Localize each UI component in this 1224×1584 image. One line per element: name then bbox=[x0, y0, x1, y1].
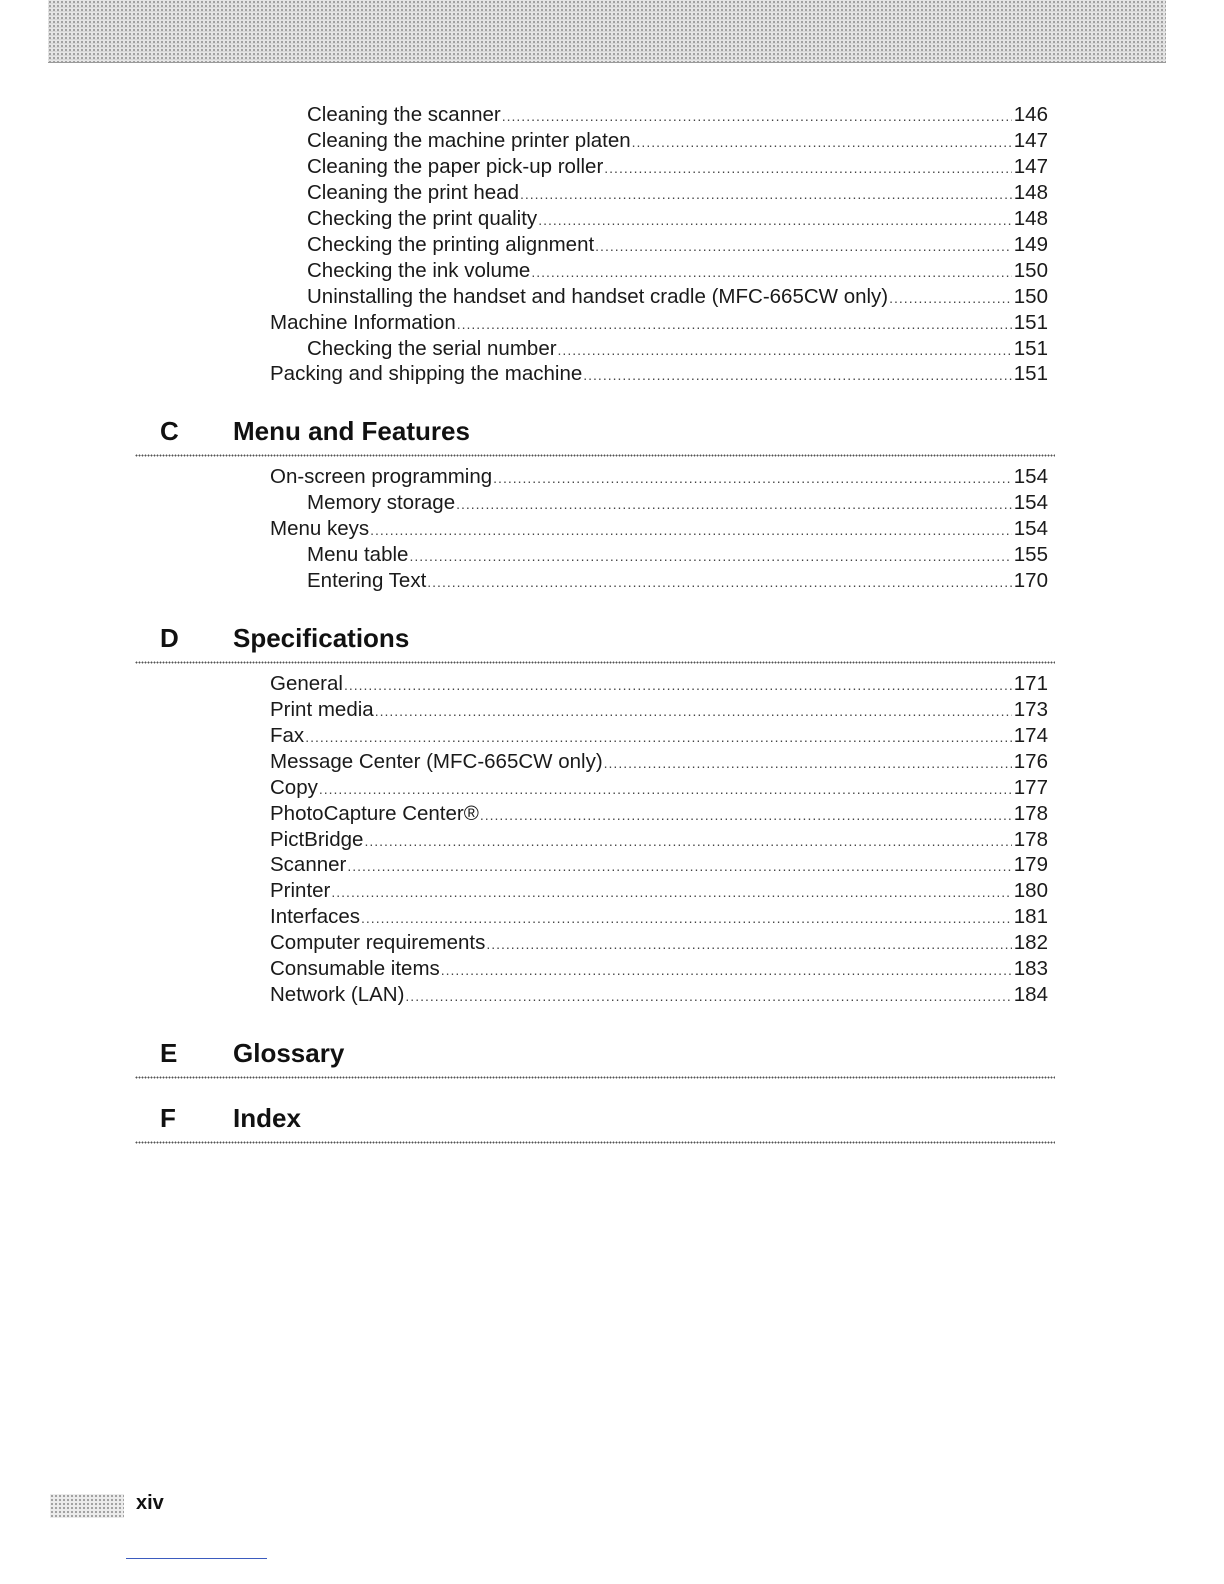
dot-leader bbox=[305, 724, 1012, 750]
toc-entry-page: 154 bbox=[1013, 465, 1048, 488]
header-decorative-band bbox=[48, 0, 1166, 63]
dot-leader bbox=[375, 698, 1012, 724]
toc-entry-general[interactable] bbox=[270, 671, 1048, 697]
toc-entry-title: Packing and shipping the machine bbox=[270, 362, 583, 385]
toc-entry-title: Entering Text bbox=[307, 569, 427, 592]
chapter-letter: F bbox=[160, 1103, 176, 1133]
toc-entry-ink-volume[interactable] bbox=[307, 258, 1048, 284]
chapter-title[interactable]: Index bbox=[233, 1103, 301, 1133]
toc-entry-title: Memory storage bbox=[307, 491, 456, 514]
toc-entry-cleaning-platen[interactable] bbox=[307, 128, 1048, 154]
toc-entry-title: Message Center (MFC-665CW only) bbox=[270, 750, 603, 773]
chapter-divider bbox=[135, 661, 1055, 664]
dot-leader bbox=[409, 543, 1011, 569]
chapter-title[interactable]: Menu and Features bbox=[233, 416, 470, 446]
toc-entry-page: 154 bbox=[1013, 517, 1048, 540]
toc-entry-scanner[interactable] bbox=[270, 852, 1048, 878]
toc-entry-page: 171 bbox=[1013, 672, 1048, 695]
toc-entry-print-media[interactable] bbox=[270, 697, 1048, 723]
toc-entry-title: Cleaning the scanner bbox=[307, 103, 501, 126]
toc-entry-title: Copy bbox=[270, 776, 318, 799]
chapter-letter: D bbox=[160, 623, 179, 653]
dot-leader bbox=[427, 569, 1012, 595]
toc-entry-menu-table[interactable] bbox=[307, 542, 1048, 568]
dot-leader bbox=[370, 517, 1012, 543]
toc-entry-title: Uninstalling the handset and handset cradle (MFC-665CW only) bbox=[307, 285, 889, 308]
toc-entry-serial-number[interactable] bbox=[307, 336, 1048, 362]
dot-leader bbox=[632, 129, 1012, 155]
toc-entry-page: 148 bbox=[1013, 181, 1048, 204]
footer-rule bbox=[126, 1558, 267, 1559]
toc-entry-print-quality[interactable] bbox=[307, 206, 1048, 232]
toc-entry-title: Scanner bbox=[270, 853, 347, 876]
dot-leader bbox=[520, 181, 1012, 207]
toc-entry-cleaning-roller[interactable] bbox=[307, 154, 1048, 180]
dot-leader bbox=[344, 672, 1012, 698]
toc-entry-title: Printer bbox=[270, 879, 331, 902]
toc-entry-computer-requirements[interactable] bbox=[270, 930, 1048, 956]
toc-entry-memory-storage[interactable] bbox=[307, 490, 1048, 516]
toc-entry-page: 174 bbox=[1013, 724, 1048, 747]
toc-entry-page: 151 bbox=[1013, 337, 1048, 360]
toc-entry-page: 150 bbox=[1013, 259, 1048, 282]
toc-entry-on-screen-programming[interactable] bbox=[270, 464, 1048, 490]
chapter-c-heading bbox=[135, 417, 1055, 445]
toc-entry-message-center[interactable] bbox=[270, 749, 1048, 775]
toc-entry-title: Menu keys bbox=[270, 517, 370, 540]
dot-leader bbox=[319, 776, 1012, 802]
dot-leader bbox=[441, 957, 1012, 983]
dot-leader bbox=[604, 155, 1012, 181]
toc-entry-title: Cleaning the machine printer platen bbox=[307, 129, 631, 152]
toc-entry-page: 176 bbox=[1013, 750, 1048, 773]
dot-leader bbox=[538, 207, 1012, 233]
chapter-title[interactable]: Glossary bbox=[233, 1038, 345, 1068]
chapter-letter: E bbox=[160, 1038, 178, 1068]
toc-entry-page: 182 bbox=[1013, 931, 1048, 954]
toc-entry-menu-keys[interactable] bbox=[270, 516, 1048, 542]
toc-entry-machine-information[interactable] bbox=[270, 310, 1048, 336]
toc-entry-title: PhotoCapture Center® bbox=[270, 802, 479, 825]
dot-leader bbox=[604, 750, 1012, 776]
chapter-divider bbox=[135, 1141, 1055, 1144]
toc-entry-page: 147 bbox=[1013, 155, 1048, 178]
dot-leader bbox=[405, 983, 1011, 1009]
toc-entry-title: General bbox=[270, 672, 343, 695]
dot-leader bbox=[364, 828, 1011, 854]
toc-entry-page: 178 bbox=[1013, 802, 1048, 825]
dot-leader bbox=[457, 311, 1012, 337]
dot-leader bbox=[531, 259, 1011, 285]
dot-leader bbox=[331, 879, 1011, 905]
toc-entry-title: Checking the print quality bbox=[307, 207, 538, 230]
chapter-divider bbox=[135, 1076, 1055, 1079]
toc-entry-page: 178 bbox=[1013, 828, 1048, 851]
toc-entry-network-lan[interactable] bbox=[270, 982, 1048, 1008]
dot-leader bbox=[595, 233, 1012, 259]
toc-entry-entering-text[interactable] bbox=[307, 568, 1048, 594]
toc-entry-title: Checking the ink volume bbox=[307, 259, 531, 282]
toc-entry-printing-alignment[interactable] bbox=[307, 232, 1048, 258]
toc-entry-page: 170 bbox=[1013, 569, 1048, 592]
toc-entry-cleaning-scanner[interactable] bbox=[307, 102, 1048, 128]
chapter-title[interactable]: Specifications bbox=[233, 623, 410, 653]
toc-entry-page: 150 bbox=[1013, 285, 1048, 308]
toc-entry-page: 184 bbox=[1013, 983, 1048, 1006]
dot-leader bbox=[480, 802, 1012, 828]
toc-entry-title: Checking the serial number bbox=[307, 337, 557, 360]
chapter-e-heading bbox=[135, 1039, 1055, 1067]
dot-leader bbox=[889, 285, 1012, 311]
dot-leader bbox=[347, 853, 1011, 879]
toc-entry-page: 181 bbox=[1013, 905, 1048, 928]
toc-entry-title: Checking the printing alignment bbox=[307, 233, 595, 256]
toc-entry-page: 148 bbox=[1013, 207, 1048, 230]
footer-decorative-block bbox=[50, 1494, 124, 1518]
toc-entry-fax[interactable] bbox=[270, 723, 1048, 749]
toc-entry-title: Cleaning the print head bbox=[307, 181, 519, 204]
toc-entry-page: 151 bbox=[1013, 311, 1048, 334]
toc-entry-title: Network (LAN) bbox=[270, 983, 405, 1006]
toc-entry-page: 149 bbox=[1013, 233, 1048, 256]
toc-entry-pictbridge[interactable] bbox=[270, 827, 1048, 853]
dot-leader bbox=[583, 362, 1012, 388]
toc-entry-packing-shipping[interactable] bbox=[270, 361, 1048, 387]
toc-entry-page: 147 bbox=[1013, 129, 1048, 152]
toc-entry-title: Fax bbox=[270, 724, 305, 747]
toc-entry-page: 155 bbox=[1013, 543, 1048, 566]
toc-entry-title: Computer requirements bbox=[270, 931, 486, 954]
toc-entry-title: PictBridge bbox=[270, 828, 364, 851]
toc-entry-consumable-items[interactable] bbox=[270, 956, 1048, 982]
toc-entry-page: 179 bbox=[1013, 853, 1048, 876]
toc-entry-interfaces[interactable] bbox=[270, 904, 1048, 930]
dot-leader bbox=[493, 465, 1012, 491]
toc-entry-page: 180 bbox=[1013, 879, 1048, 902]
dot-leader bbox=[486, 931, 1011, 957]
chapter-letter: C bbox=[160, 416, 179, 446]
toc-entry-title: Machine Information bbox=[270, 311, 456, 334]
toc-entry-title: On-screen programming bbox=[270, 465, 493, 488]
chapter-d-heading bbox=[135, 624, 1055, 652]
dot-leader bbox=[502, 103, 1012, 129]
toc-entry-page: 154 bbox=[1013, 491, 1048, 514]
toc-entry-page: 151 bbox=[1013, 362, 1048, 385]
chapter-divider bbox=[135, 454, 1055, 457]
toc-entry-title: Consumable items bbox=[270, 957, 440, 980]
page-number: xiv bbox=[136, 1492, 164, 1514]
toc-entry-title: Interfaces bbox=[270, 905, 361, 928]
chapter-f-heading bbox=[135, 1104, 1055, 1132]
toc-entry-page: 183 bbox=[1013, 957, 1048, 980]
toc-entry-photocapture-center[interactable] bbox=[270, 801, 1048, 827]
toc-entry-uninstalling-handset[interactable] bbox=[307, 284, 1048, 310]
toc-entry-title: Print media bbox=[270, 698, 374, 721]
dot-leader bbox=[456, 491, 1012, 517]
toc-entry-printer[interactable] bbox=[270, 878, 1048, 904]
dot-leader bbox=[361, 905, 1012, 931]
toc-entry-title: Menu table bbox=[307, 543, 409, 566]
toc-entry-copy[interactable] bbox=[270, 775, 1048, 801]
toc-entry-cleaning-print-head[interactable] bbox=[307, 180, 1048, 206]
toc-entry-page: 146 bbox=[1013, 103, 1048, 126]
toc-entry-title: Cleaning the paper pick-up roller bbox=[307, 155, 604, 178]
toc-entry-page: 173 bbox=[1013, 698, 1048, 721]
toc-entry-page: 177 bbox=[1013, 776, 1048, 799]
dot-leader bbox=[558, 337, 1012, 363]
